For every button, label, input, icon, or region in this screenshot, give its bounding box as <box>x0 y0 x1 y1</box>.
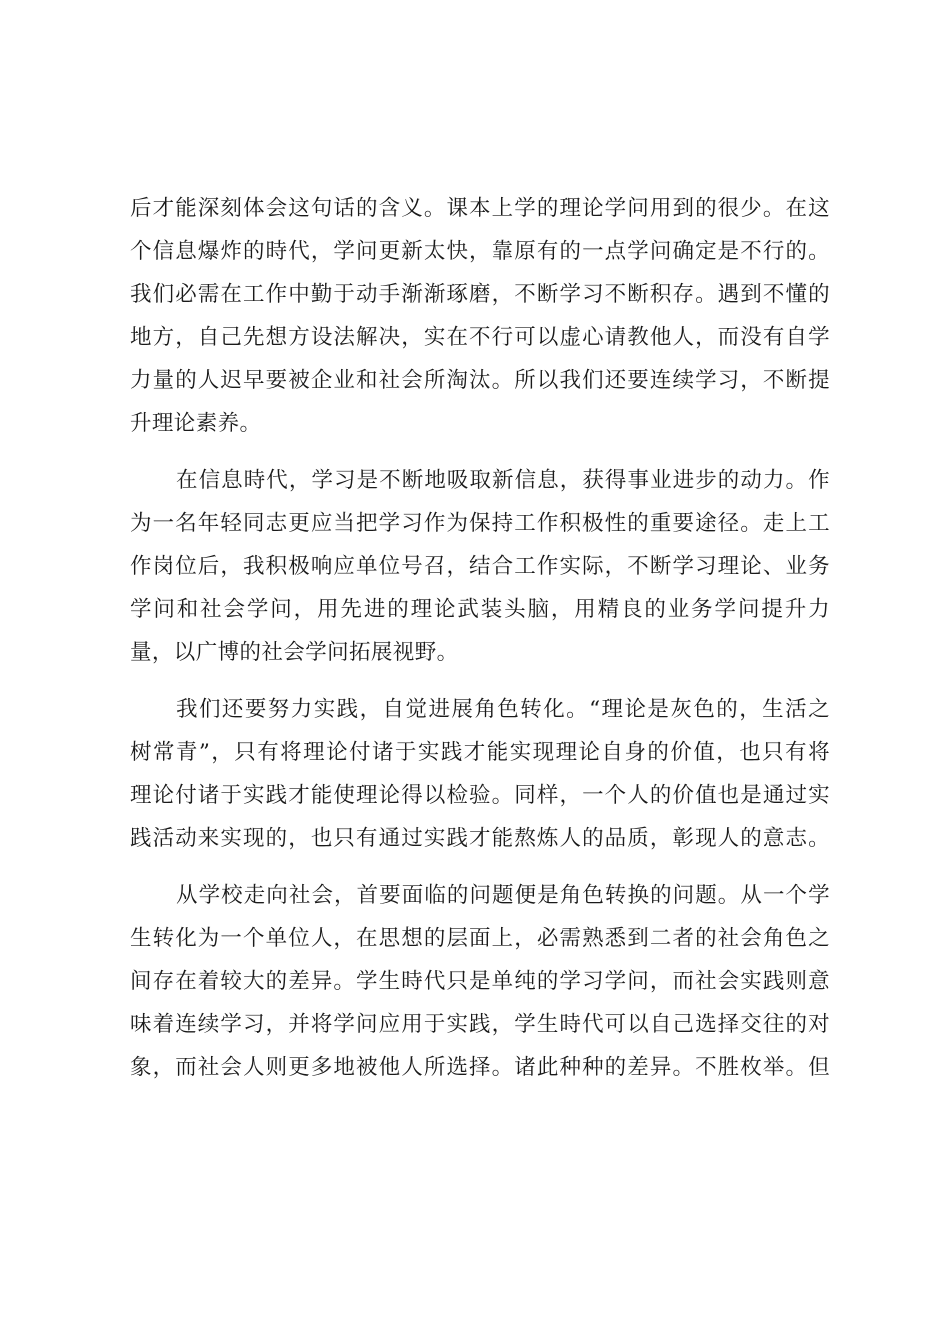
text-line: 从学校走向社会，首要面临的问题便是角色转换的问题。从一个学 <box>176 883 830 908</box>
body-text <box>130 187 830 1089</box>
text-line: 在信息時代，学习是不断地吸取新信息，获得事业进步的动力。作 <box>176 468 830 493</box>
paragraph <box>130 187 830 445</box>
text-line: 我们必需在工作中勤于动手渐渐琢磨，不断学习不断积存。遇到不懂的 <box>130 282 830 307</box>
text-line: 后才能深刻体会这句话的含义。课本上学的理论学问用到的很少。在这 <box>130 196 830 221</box>
text-line: 升理论素养。 <box>130 411 262 436</box>
text-line: 量，以广博的社会学问拓展视野。 <box>130 640 459 665</box>
text-line: 学问和社会学问，用先进的理论武装头脑，用精良的业务学问提升力 <box>130 597 830 622</box>
text-line: 象，而社会人则更多地被他人所选择。诸此种种的差异。不胜枚举。但 <box>130 1055 830 1080</box>
paragraph <box>130 874 830 1089</box>
paragraph <box>130 459 830 674</box>
text-line: 间存在着较大的差异。学生時代只是单纯的学习学问，而社会实践则意 <box>130 969 830 994</box>
text-line: 生转化为一个单位人，在思想的层面上，必需熟悉到二者的社会角色之 <box>130 926 830 951</box>
text-line: 地方，自己先想方设法解决，实在不行可以虚心请教他人，而没有自学 <box>130 325 830 350</box>
text-line: 树常青”，只有将理论付诸于实践才能实现理论自身的价值，也只有将 <box>130 740 830 765</box>
text-line: 力量的人迟早要被企业和社会所淘汰。所以我们还要连续学习，不断提 <box>130 368 830 393</box>
text-line: 作岗位后，我积极响应单位号召，结合工作实际，不断学习理论、业务 <box>130 554 830 579</box>
text-line: 我们还要努力实践，自觉进展角色转化。“理论是灰色的，生活之 <box>176 697 830 722</box>
text-line: 味着连续学习，并将学问应用于实践，学生時代可以自己选择交往的对 <box>130 1012 830 1037</box>
paragraph <box>130 688 830 860</box>
text-line: 为一名年轻同志更应当把学习作为保持工作积极性的重要途径。走上工 <box>130 511 830 536</box>
text-line: 个信息爆炸的時代，学问更新太快，靠原有的一点学问确定是不行的。 <box>130 239 830 264</box>
text-line: 理论付诸于实践才能使理论得以检验。同样，一个人的价值也是通过实 <box>130 783 830 808</box>
text-line: 践活动来实现的，也只有通过实践才能熬炼人的品质，彰现人的意志。 <box>130 826 830 851</box>
